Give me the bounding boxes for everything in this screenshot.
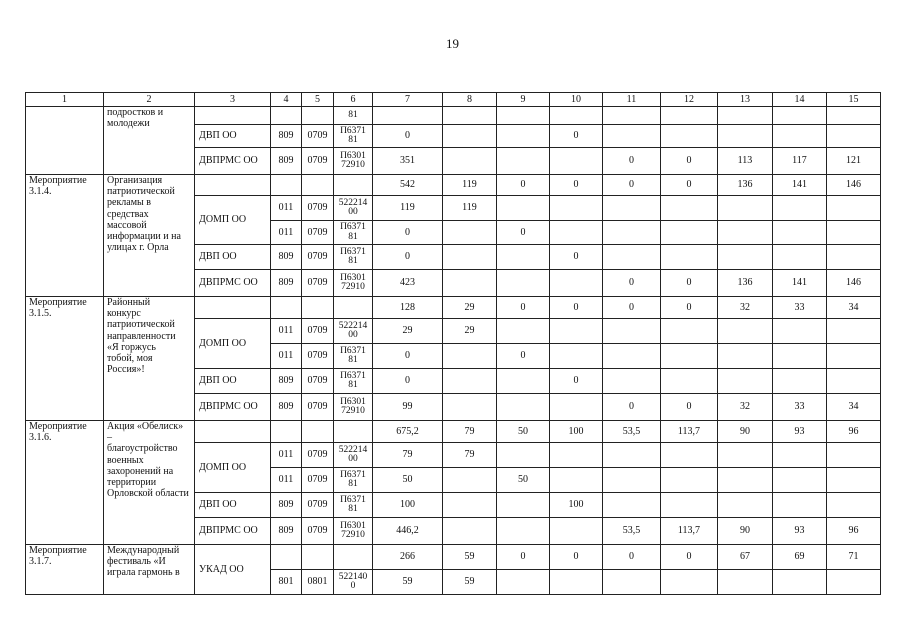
org-cell: ДВПРМС ОО bbox=[195, 518, 271, 545]
activity-description: Районный конкурс патриотической направленности «Я горжусь тобой, моя Россия»! bbox=[104, 297, 195, 421]
value-cell: 0 bbox=[373, 125, 443, 148]
page-number: 19 bbox=[446, 36, 459, 51]
value-cell: 0 bbox=[661, 148, 718, 175]
total-value-cell: 96 bbox=[827, 421, 881, 443]
value-cell: 113 bbox=[718, 148, 773, 175]
total-value-cell: 0 bbox=[661, 297, 718, 319]
value-cell: 29 bbox=[443, 319, 497, 344]
code-cell: 011 bbox=[271, 443, 302, 468]
total-value-cell: 53,5 bbox=[603, 421, 661, 443]
value-cell: 423 bbox=[373, 270, 443, 297]
value-cell: 0 bbox=[497, 344, 550, 369]
header-cell: 4 bbox=[271, 93, 302, 107]
header-cell: 15 bbox=[827, 93, 881, 107]
total-value-cell: 146 bbox=[827, 175, 881, 196]
code-cell: 809 bbox=[271, 245, 302, 270]
value-cell: 99 bbox=[373, 394, 443, 421]
code-cell: 809 bbox=[271, 493, 302, 518]
value-cell: 93 bbox=[773, 518, 827, 545]
code-cell: 522214 00 bbox=[334, 319, 373, 344]
code-cell: 0709 bbox=[302, 493, 334, 518]
org-cell: ДВПРМС ОО bbox=[195, 148, 271, 175]
value-cell: 141 bbox=[773, 270, 827, 297]
total-value-cell: 266 bbox=[373, 545, 443, 570]
header-cell: 2 bbox=[104, 93, 195, 107]
code-cell: 0709 bbox=[302, 394, 334, 421]
table-row bbox=[26, 545, 881, 570]
code-cell: П6371 81 bbox=[334, 493, 373, 518]
code-cell: 0709 bbox=[302, 270, 334, 297]
value-cell: 0 bbox=[603, 148, 661, 175]
total-value-cell: 675,2 bbox=[373, 421, 443, 443]
total-value-cell: 34 bbox=[827, 297, 881, 319]
code-cell: 0709 bbox=[302, 518, 334, 545]
total-value-cell: 29 bbox=[443, 297, 497, 319]
code-cell: 011 bbox=[271, 344, 302, 369]
org-cell: ДВПРМС ОО bbox=[195, 270, 271, 297]
code-cell: 522140 0 bbox=[334, 570, 373, 595]
code-cell: П6371 81 bbox=[334, 125, 373, 148]
code-cell: 011 bbox=[271, 221, 302, 245]
value-cell: 96 bbox=[827, 518, 881, 545]
activity-label: Мероприятие 3.1.5. bbox=[26, 297, 104, 421]
value-cell: 117 bbox=[773, 148, 827, 175]
value-cell: 50 bbox=[373, 468, 443, 493]
org-cell: ДВП ОО bbox=[195, 245, 271, 270]
activity-description: подростков и молодежи bbox=[104, 107, 195, 175]
column-number-header-row bbox=[26, 93, 881, 107]
org-cell: ДВП ОО bbox=[195, 125, 271, 148]
total-value-cell: 0 bbox=[661, 545, 718, 570]
total-value-cell: 0 bbox=[550, 175, 603, 196]
total-value-cell: 128 bbox=[373, 297, 443, 319]
org-cell: УКАД ОО bbox=[195, 545, 271, 595]
org-cell: ДОМП ОО bbox=[195, 319, 271, 369]
value-cell: 29 bbox=[373, 319, 443, 344]
total-value-cell: 59 bbox=[443, 545, 497, 570]
total-value-cell: 113,7 bbox=[661, 421, 718, 443]
org-cell: ДВПРМС ОО bbox=[195, 394, 271, 421]
header-cell: 12 bbox=[661, 93, 718, 107]
value-cell: 0 bbox=[550, 125, 603, 148]
total-value-cell: 32 bbox=[718, 297, 773, 319]
code-cell: П6371 81 bbox=[334, 245, 373, 270]
code-cell: 011 bbox=[271, 319, 302, 344]
table-row bbox=[26, 175, 881, 196]
total-value-cell: 0 bbox=[550, 297, 603, 319]
activity-label-cell bbox=[26, 107, 104, 175]
total-value-cell: 0 bbox=[661, 175, 718, 196]
value-cell: 0 bbox=[661, 394, 718, 421]
code-cell: 0709 bbox=[302, 319, 334, 344]
code-cell: 0709 bbox=[302, 148, 334, 175]
value-cell: 0 bbox=[603, 270, 661, 297]
value-cell: 100 bbox=[373, 493, 443, 518]
total-value-cell: 90 bbox=[718, 421, 773, 443]
value-cell: 0 bbox=[550, 245, 603, 270]
code-cell: 0801 bbox=[302, 570, 334, 595]
header-cell: 6 bbox=[334, 93, 373, 107]
header-cell: 9 bbox=[497, 93, 550, 107]
value-cell: 59 bbox=[443, 570, 497, 595]
code-cell: 0709 bbox=[302, 221, 334, 245]
code-cell: П6301 72910 bbox=[334, 270, 373, 297]
code-cell: 011 bbox=[271, 196, 302, 221]
value-cell: 351 bbox=[373, 148, 443, 175]
total-value-cell: 0 bbox=[497, 545, 550, 570]
value-cell: 79 bbox=[373, 443, 443, 468]
header-cell: 11 bbox=[603, 93, 661, 107]
total-value-cell: 0 bbox=[497, 297, 550, 319]
total-value-cell: 71 bbox=[827, 545, 881, 570]
value-cell: 34 bbox=[827, 394, 881, 421]
value-cell: 119 bbox=[373, 196, 443, 221]
code-cell: 522214 00 bbox=[334, 443, 373, 468]
activity-label: Мероприятие 3.1.4. bbox=[26, 175, 104, 297]
code-cell: 0709 bbox=[302, 443, 334, 468]
code-cell: 0709 bbox=[302, 245, 334, 270]
org-cell: ДОМП ОО bbox=[195, 443, 271, 493]
total-value-cell: 0 bbox=[603, 545, 661, 570]
activity-description: Международный фестиваль «И играла гармонь в bbox=[104, 545, 195, 595]
code-cell: П6371 81 bbox=[334, 369, 373, 394]
value-cell: 113,7 bbox=[661, 518, 718, 545]
total-value-cell: 79 bbox=[443, 421, 497, 443]
code-cell: 0709 bbox=[302, 125, 334, 148]
code-cell: 522214 00 bbox=[334, 196, 373, 221]
code-cell: 0709 bbox=[302, 369, 334, 394]
table-row bbox=[26, 421, 881, 443]
value-cell: 32 bbox=[718, 394, 773, 421]
code-cell: 809 bbox=[271, 369, 302, 394]
total-value-cell: 33 bbox=[773, 297, 827, 319]
total-value-cell: 93 bbox=[773, 421, 827, 443]
code-cell: 0709 bbox=[302, 468, 334, 493]
total-value-cell: 100 bbox=[550, 421, 603, 443]
value-cell: 0 bbox=[550, 369, 603, 394]
activity-description: Организация патриотической рекламы в средствах массовой информации и на улицах г. Орла bbox=[104, 175, 195, 297]
value-cell: 33 bbox=[773, 394, 827, 421]
value-cell: 100 bbox=[550, 493, 603, 518]
value-cell: 136 bbox=[718, 270, 773, 297]
code-cell: 81 bbox=[334, 107, 373, 125]
value-cell: 90 bbox=[718, 518, 773, 545]
code-cell: 809 bbox=[271, 125, 302, 148]
org-cell: ДВП ОО bbox=[195, 369, 271, 394]
activity-label: Мероприятие 3.1.7. bbox=[26, 545, 104, 595]
value-cell: 0 bbox=[373, 245, 443, 270]
total-value-cell: 0 bbox=[603, 175, 661, 196]
code-cell: 011 bbox=[271, 468, 302, 493]
header-cell: 14 bbox=[773, 93, 827, 107]
value-cell: 121 bbox=[827, 148, 881, 175]
code-cell: П6371 81 bbox=[334, 468, 373, 493]
value-cell: 0 bbox=[497, 221, 550, 245]
header-cell: 13 bbox=[718, 93, 773, 107]
value-cell: 53,5 bbox=[603, 518, 661, 545]
header-cell: 8 bbox=[443, 93, 497, 107]
value-cell: 446,2 bbox=[373, 518, 443, 545]
total-value-cell: 0 bbox=[603, 297, 661, 319]
activity-description: Акция «Обелиск» – благоустройство военных захоронений на территории Орловской области bbox=[104, 421, 195, 545]
code-cell: П6301 72910 bbox=[334, 518, 373, 545]
total-value-cell: 119 bbox=[443, 175, 497, 196]
code-cell: 801 bbox=[271, 570, 302, 595]
code-cell: П6371 81 bbox=[334, 221, 373, 245]
table-row bbox=[26, 107, 881, 125]
header-cell: 10 bbox=[550, 93, 603, 107]
total-value-cell: 141 bbox=[773, 175, 827, 196]
total-value-cell: 542 bbox=[373, 175, 443, 196]
program-budget-table bbox=[25, 92, 881, 595]
total-value-cell: 136 bbox=[718, 175, 773, 196]
code-cell: 809 bbox=[271, 270, 302, 297]
table-row bbox=[26, 297, 881, 319]
total-value-cell: 50 bbox=[497, 421, 550, 443]
value-cell: 119 bbox=[443, 196, 497, 221]
code-cell: 0709 bbox=[302, 344, 334, 369]
value-cell: 50 bbox=[497, 468, 550, 493]
activity-label: Мероприятие 3.1.6. bbox=[26, 421, 104, 545]
code-cell: П6301 72910 bbox=[334, 394, 373, 421]
code-cell: 809 bbox=[271, 394, 302, 421]
value-cell: 0 bbox=[373, 221, 443, 245]
total-value-cell: 0 bbox=[497, 175, 550, 196]
code-cell: П6371 81 bbox=[334, 344, 373, 369]
value-cell: 0 bbox=[603, 394, 661, 421]
code-cell: 809 bbox=[271, 148, 302, 175]
value-cell: 59 bbox=[373, 570, 443, 595]
code-cell: 809 bbox=[271, 518, 302, 545]
header-cell: 1 bbox=[26, 93, 104, 107]
header-cell: 3 bbox=[195, 93, 271, 107]
value-cell: 0 bbox=[661, 270, 718, 297]
code-cell: П6301 72910 bbox=[334, 148, 373, 175]
value-cell: 0 bbox=[373, 369, 443, 394]
org-cell: ДВП ОО bbox=[195, 493, 271, 518]
total-value-cell: 67 bbox=[718, 545, 773, 570]
value-cell: 146 bbox=[827, 270, 881, 297]
code-cell: 0709 bbox=[302, 196, 334, 221]
org-cell: ДОМП ОО bbox=[195, 196, 271, 245]
header-cell: 5 bbox=[302, 93, 334, 107]
header-cell: 7 bbox=[373, 93, 443, 107]
total-value-cell: 69 bbox=[773, 545, 827, 570]
value-cell: 79 bbox=[443, 443, 497, 468]
value-cell: 0 bbox=[373, 344, 443, 369]
total-value-cell: 0 bbox=[550, 545, 603, 570]
